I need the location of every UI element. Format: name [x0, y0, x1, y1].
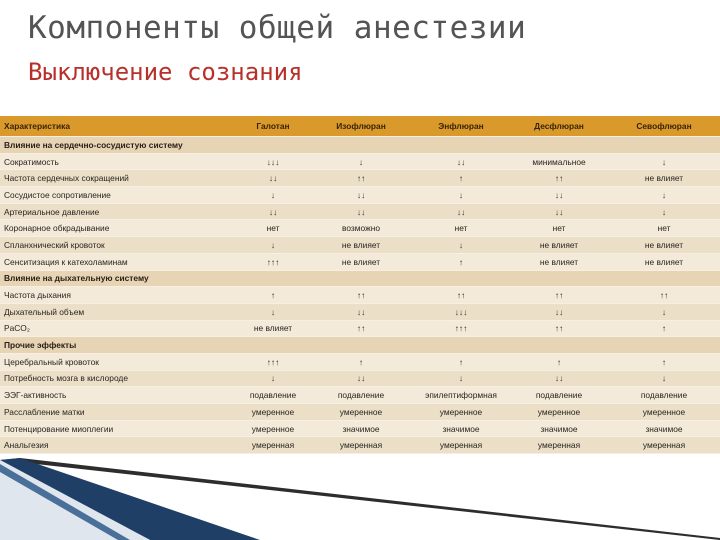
table-row	[0, 237, 720, 254]
cell-sevoflurane: ↑	[608, 320, 720, 337]
cell-desflurane: умеренное	[510, 404, 608, 421]
cell-enflurane: ↑↑↑	[412, 320, 510, 337]
cell-halothane: подавление	[236, 387, 310, 404]
cell-isoflurane: ↑↑	[310, 287, 412, 304]
cell-desflurane: минимальное	[510, 153, 608, 170]
cell-isoflurane: не влияет	[310, 253, 412, 270]
cell-isoflurane: ↓	[310, 153, 412, 170]
table-row	[0, 303, 720, 320]
section-title: Прочие эффекты	[0, 337, 720, 354]
cell-halothane: ↓	[236, 303, 310, 320]
header-characteristic: Характеристика	[0, 116, 236, 137]
cell-enflurane: ↓	[412, 370, 510, 387]
table-row	[0, 253, 720, 270]
cell-isoflurane: умеренное	[310, 404, 412, 421]
table-row	[0, 320, 720, 337]
cell-sevoflurane: не влияет	[608, 170, 720, 187]
cell-sevoflurane: умеренная	[608, 437, 720, 454]
cell-sevoflurane: ↑↑	[608, 287, 720, 304]
cell-sevoflurane: ↓	[608, 153, 720, 170]
cell-enflurane: ↓↓	[412, 153, 510, 170]
row-label: PaCO₂	[0, 320, 236, 337]
slide-subtitle: Выключение сознания	[28, 58, 303, 86]
cell-sevoflurane: не влияет	[608, 253, 720, 270]
cell-sevoflurane: ↓	[608, 370, 720, 387]
cell-desflurane: не влияет	[510, 237, 608, 254]
row-label: Дыхательный объем	[0, 303, 236, 320]
table-row	[0, 287, 720, 304]
row-label: Потребность мозга в кислороде	[0, 370, 236, 387]
cell-isoflurane: не влияет	[310, 237, 412, 254]
cell-enflurane: ↑↑	[412, 287, 510, 304]
cell-isoflurane: подавление	[310, 387, 412, 404]
cell-enflurane: умеренная	[412, 437, 510, 454]
cell-halothane: нет	[236, 220, 310, 237]
cell-isoflurane: ↑	[310, 353, 412, 370]
header-isoflurane: Изофлюран	[310, 116, 412, 137]
header-halothane: Галотан	[236, 116, 310, 137]
cell-halothane: ↓↓↓	[236, 153, 310, 170]
section-row	[0, 337, 720, 354]
cell-enflurane: ↓↓	[412, 203, 510, 220]
cell-sevoflurane: умеренное	[608, 404, 720, 421]
cell-enflurane: ↓↓↓	[412, 303, 510, 320]
row-label: Сенситизация к катехоламинам	[0, 253, 236, 270]
table-row	[0, 387, 720, 404]
cell-isoflurane: ↓↓	[310, 370, 412, 387]
cell-desflurane: ↓↓	[510, 187, 608, 204]
cell-enflurane: ↑	[412, 353, 510, 370]
table-row	[0, 203, 720, 220]
table-row	[0, 420, 720, 437]
cell-isoflurane: возможно	[310, 220, 412, 237]
row-label: Сократимость	[0, 153, 236, 170]
cell-desflurane: нет	[510, 220, 608, 237]
cell-isoflurane: умеренная	[310, 437, 412, 454]
table-row	[0, 170, 720, 187]
slide-title: Компоненты общей анестезии	[28, 10, 527, 46]
table-row	[0, 404, 720, 421]
cell-enflurane: ↓	[412, 187, 510, 204]
cell-halothane: умеренное	[236, 404, 310, 421]
cell-halothane: ↑	[236, 287, 310, 304]
row-label: Анальгезия	[0, 437, 236, 454]
decorative-swoosh	[0, 450, 720, 540]
comparison-table-container	[0, 116, 720, 454]
section-title: Влияние на дыхательную систему	[0, 270, 720, 287]
cell-desflurane: значимое	[510, 420, 608, 437]
cell-halothane: ↑↑↑	[236, 253, 310, 270]
cell-halothane: ↓	[236, 237, 310, 254]
cell-desflurane: ↓↓	[510, 203, 608, 220]
section-row	[0, 270, 720, 287]
row-label: Сосудистое сопротивление	[0, 187, 236, 204]
cell-sevoflurane: ↓	[608, 187, 720, 204]
cell-desflurane: умеренная	[510, 437, 608, 454]
table-row	[0, 153, 720, 170]
cell-halothane: умеренная	[236, 437, 310, 454]
cell-halothane: ↑↑↑	[236, 353, 310, 370]
anesthetics-comparison-table	[0, 116, 720, 454]
cell-desflurane: подавление	[510, 387, 608, 404]
cell-desflurane: ↑↑	[510, 170, 608, 187]
cell-desflurane: ↓↓	[510, 370, 608, 387]
table-header	[0, 116, 720, 137]
cell-enflurane: нет	[412, 220, 510, 237]
section-title: Влияние на сердечно-сосудистую систему	[0, 137, 720, 154]
cell-isoflurane: ↑↑	[310, 170, 412, 187]
cell-sevoflurane: не влияет	[608, 237, 720, 254]
cell-isoflurane: ↑↑	[310, 320, 412, 337]
row-label: Расслабление матки	[0, 404, 236, 421]
row-label: Артериальное давление	[0, 203, 236, 220]
cell-isoflurane: ↓↓	[310, 187, 412, 204]
row-label: ЭЭГ-активность	[0, 387, 236, 404]
row-label: Спланхнический кровоток	[0, 237, 236, 254]
cell-sevoflurane: ↑	[608, 353, 720, 370]
cell-enflurane: эпилептиформная	[412, 387, 510, 404]
row-label: Частота сердечных сокращений	[0, 170, 236, 187]
table-row	[0, 220, 720, 237]
cell-halothane: ↓	[236, 370, 310, 387]
row-label: Церебральный кровоток	[0, 353, 236, 370]
cell-halothane: не влияет	[236, 320, 310, 337]
row-label: Коронарное обкрадывание	[0, 220, 236, 237]
cell-desflurane: не влияет	[510, 253, 608, 270]
cell-isoflurane: ↓↓	[310, 203, 412, 220]
cell-isoflurane: значимое	[310, 420, 412, 437]
cell-sevoflurane: ↓	[608, 303, 720, 320]
row-label: Частота дыхания	[0, 287, 236, 304]
cell-enflurane: значимое	[412, 420, 510, 437]
table-body	[0, 137, 720, 454]
cell-halothane: ↓↓	[236, 203, 310, 220]
table-header-row	[0, 116, 720, 137]
table-row	[0, 370, 720, 387]
cell-isoflurane: ↓↓	[310, 303, 412, 320]
cell-sevoflurane: подавление	[608, 387, 720, 404]
cell-enflurane: ↑	[412, 170, 510, 187]
cell-enflurane: умеренное	[412, 404, 510, 421]
cell-sevoflurane: ↓	[608, 203, 720, 220]
row-label: Потенцирование миоплегии	[0, 420, 236, 437]
cell-halothane: ↓	[236, 187, 310, 204]
cell-halothane: ↓↓	[236, 170, 310, 187]
cell-desflurane: ↑↑	[510, 320, 608, 337]
cell-halothane: умеренное	[236, 420, 310, 437]
cell-desflurane: ↑	[510, 353, 608, 370]
table-row	[0, 353, 720, 370]
header-sevoflurane: Севофлюран	[608, 116, 720, 137]
section-row	[0, 137, 720, 154]
cell-desflurane: ↓↓	[510, 303, 608, 320]
cell-desflurane: ↑↑	[510, 287, 608, 304]
cell-enflurane: ↓	[412, 237, 510, 254]
cell-sevoflurane: нет	[608, 220, 720, 237]
header-desflurane: Десфлюран	[510, 116, 608, 137]
header-enflurane: Энфлюран	[412, 116, 510, 137]
cell-sevoflurane: значимое	[608, 420, 720, 437]
table-row	[0, 187, 720, 204]
cell-enflurane: ↑	[412, 253, 510, 270]
